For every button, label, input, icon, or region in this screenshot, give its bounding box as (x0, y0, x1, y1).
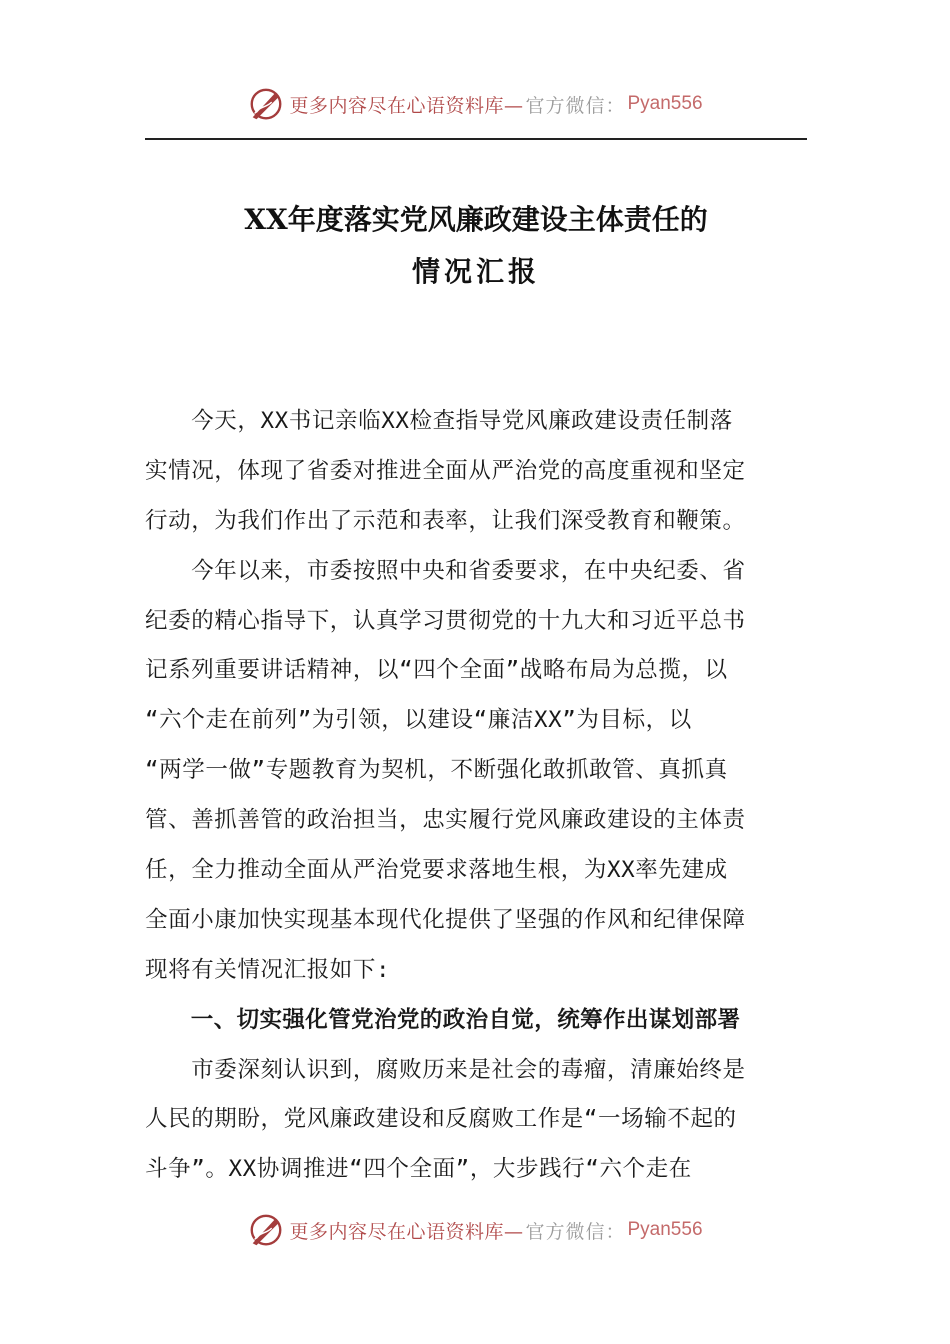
header-slogan: 更多内容尽在心语资料库— (289, 94, 524, 117)
body-line: 现将有关情况汇报如下: (145, 956, 391, 983)
footer-wechat-label: 官方微信： (525, 1220, 626, 1243)
body-line: 任，全力推动全面从严治党要求落地生根，为XX率先建成 (145, 857, 728, 884)
body-line: 行动，为我们作出了示范和表率，让我们深受教育和鞭策。 (145, 507, 746, 534)
body-line: 全面小康加快实现基本现代化提供了坚强的作风和纪律保障 (145, 906, 746, 933)
footer-banner (0, 1210, 950, 1250)
body-line: “两学一做”专题教育为契机，不断强化敢抓敢管、真抓真 (145, 757, 728, 784)
header-divider (145, 138, 807, 140)
footer-slogan: 更多内容尽在心语资料库— (289, 1220, 524, 1243)
body-line: “六个走在前列”为引领，以建设“廉洁XX”为目标，以 (145, 707, 692, 734)
body-line: 记系列重要讲话精神，以“四个全面”战略布局为总揽，以 (145, 657, 728, 684)
body-line: 今年以来，市委按照中央和省委要求，在中央纪委、省 (145, 557, 746, 584)
body-line: 市委深刻认识到，腐败历来是社会的毒瘤，清廉始终是 (145, 1056, 746, 1083)
body-line: 实情况，体现了省委对推进全面从严治党的高度重视和坚定 (145, 457, 746, 484)
header-banner (0, 84, 950, 124)
footer-wechat-id: Pyan556 (627, 1219, 703, 1240)
body-line: 人民的期盼，党风廉政建设和反腐败工作是“一场输不起的 (145, 1106, 737, 1133)
pen-circle-logo-icon (247, 85, 285, 123)
document-body (145, 397, 807, 1195)
body-line: 斗争”。XX协调推进“四个全面”，大步践行“六个走在 (145, 1156, 692, 1183)
body-line: 今天，XX书记亲临XX检查指导党风廉政建设责任制落 (145, 408, 733, 434)
pen-circle-logo-icon (247, 1211, 285, 1249)
header-wechat-id: Pyan556 (627, 93, 703, 114)
header-wechat-label: 官方微信： (525, 94, 626, 117)
document-title-line-2: 情况汇报 (411, 255, 540, 288)
document-title-line-1: XX年度落实党风廉政建设主体责任的 (244, 203, 708, 236)
body-line: 管、善抓善管的政治担当，忠实履行党风廉政建设的主体责 (145, 807, 746, 834)
section-heading: 一、切实强化管党治党的政治自觉，统筹作出谋划部署 (145, 1006, 741, 1033)
body-line: 纪委的精心指导下，认真学习贯彻党的十九大和习近平总书 (145, 607, 746, 634)
